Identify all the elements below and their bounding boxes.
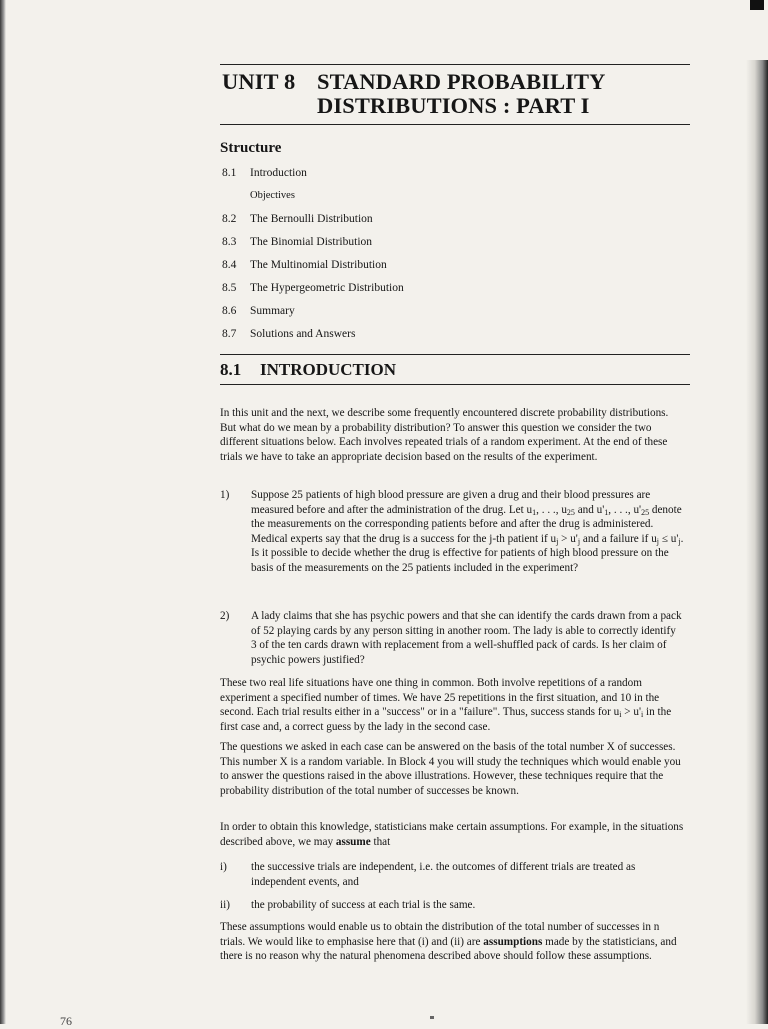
title-rule bbox=[220, 124, 690, 125]
toc-item: 8.1 Introduction bbox=[222, 167, 307, 179]
page-number: 76 bbox=[60, 1014, 72, 1028]
example-1-text: Suppose 25 patients of high blood pressure are given a drug and their blood pressures are measured before and after the administration of the drug. Let $u_1$, . . ., $u_{25}$ and $u'_1$, . . ., $u'_{25}$ denote the measurements on the corresponding patients before and after the drug is administered. Medical experts say that the drug is a success for the j-th patient if $u_j > u'_j$ and a failure if $u_j \le u'_j$. Is it possible to decide whether the drug is effective for patients of high blood pressure on the basis of the measurements on the 25 patients included in the experiment? bbox=[251, 489, 684, 574]
paragraph-common: These two real life situations have one thing in common. Both involve repetitions of a random experiment a specified number of times. We have 25 repetitions in the first situation, and 10 in the second. Each trial results either in a "success" or in a "failure". Thus, success stands for $u_i > u'_i$ in the first case and, a correct guess by the lady in the second case. bbox=[220, 677, 672, 733]
section-rule-top bbox=[220, 354, 690, 355]
paragraph-assumptions-intro: In order to obtain this knowledge, statisticians make certain assumptions. For example, in the situations described above, we may assume that bbox=[220, 821, 684, 848]
structure-heading: Structure bbox=[220, 140, 282, 156]
unit-title-line2: DISTRIBUTIONS : PART I bbox=[317, 93, 590, 118]
corner-mark bbox=[750, 0, 764, 10]
top-rule bbox=[220, 64, 690, 65]
paragraph-random-variable: The questions we asked in each case can be answered on the basis of the total number X of successes. This number X is a random variable. In Block 4 you will study the techniques which would enable you to answer the questions raised in the above illustrations. However, these techniques require that the probability distribution of the total number of successes be known. bbox=[220, 741, 681, 797]
section-heading: 8.1 INTRODUCTION bbox=[220, 360, 397, 379]
assumption-ii: ii) the probability of success at each trial is the same. bbox=[220, 899, 476, 911]
page-edge-shadow-right bbox=[746, 60, 768, 1024]
page-edge-shadow-left bbox=[0, 0, 6, 1024]
toc-item: 8.6 Summary bbox=[222, 305, 295, 317]
unit-title-line1: STANDARD PROBABILITY bbox=[317, 69, 606, 94]
footer-mark bbox=[430, 1016, 434, 1019]
unit-number: UNIT 8 bbox=[222, 69, 296, 94]
toc-item: 8.7 Solutions and Answers bbox=[222, 328, 356, 340]
assumption-i: i) the successive trials are independent, i.e. the outcomes of different trials are treated as independent events, and bbox=[220, 861, 636, 888]
intro-paragraph: In this unit and the next, we describe some frequently encountered discrete probability distributions. But what do we mean by a probability distribution? To answer this question we consider the two different situations below. Each involves repeated trials of a random experiment. At the end of these trials we have to take an appropriate decision based on the results of the experiment. bbox=[220, 407, 669, 463]
toc-item: 8.4 The Multinomial Distribution bbox=[222, 259, 387, 271]
unit-title bbox=[222, 70, 692, 118]
toc-item: Objectives bbox=[250, 190, 295, 201]
section-rule-bottom bbox=[220, 384, 690, 385]
toc-item: 8.5 The Hypergeometric Distribution bbox=[222, 282, 404, 294]
structure-list bbox=[222, 165, 672, 349]
example-2: 2) A lady claims that she has psychic powers and that she can identify the cards drawn from a pack of 52 playing cards by any person sitting in another room. The lady is able to correctly identify 3 of the ten cards drawn with replacement from a well-shuffled pack of cards. Is her claim of psychic powers justified? bbox=[220, 610, 682, 666]
toc-item: 8.2 The Bernoulli Distribution bbox=[222, 213, 373, 225]
paragraph-conclusion: These assumptions would enable us to obtain the distribution of the total number of successes in n trials. We would like to emphasise here that (i) and (ii) are assumptions made by the statisticians, and there is no reason why the natural phenomena described above should follow these assumptions. bbox=[220, 921, 677, 963]
toc-item: 8.3 The Binomial Distribution bbox=[222, 236, 373, 248]
example-1: 1) Suppose 25 patients of high blood pressure are given a drug and their blood pressures are measured before and after the administration of the drug. Let $u_1$, . . ., $u_{25}$ and $u'_1$, . . ., $u'_{25}$ denote the measurements on the corresponding patients before and after the drug is administered. Medical experts say that the drug is a success for the j-th patient if $u_j > u'_j$ and a failure if $u_j \le u'_j$. Is it possible to decide whether the drug is effective for patients of high blood pressure on the basis of the measurements on the 25 patients included in the experiment? bbox=[220, 489, 684, 574]
